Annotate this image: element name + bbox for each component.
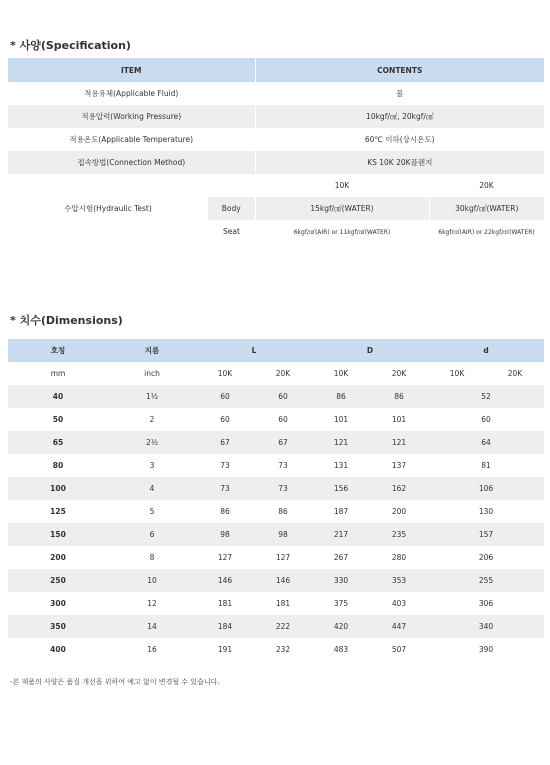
dims-cell-L10: 73: [220, 461, 230, 470]
dims-cell-d: 390: [478, 645, 494, 654]
body-20k: 30kgf/㎠(WATER): [429, 197, 544, 220]
dims-row: [8, 477, 544, 500]
dims-header-nominal: 호칭: [8, 339, 108, 362]
dims-row: [8, 615, 544, 638]
dims-cell-D10: 156: [312, 477, 370, 500]
dims-cell-L20: 232: [275, 645, 291, 654]
dims-title: * 치수(Dimensions): [10, 314, 123, 327]
dims-cell-D10: 101: [333, 415, 349, 424]
dims-cell-L10: 60: [220, 415, 230, 424]
seat-10k: 6kgf/㎠(AIR) or 11kgf/㎠(WATER): [255, 220, 429, 243]
dims-row: [8, 431, 544, 454]
dims-cell-D20: 101: [391, 415, 407, 424]
dims-cell-inch: 6: [108, 523, 196, 546]
dims-cell-mm: 150: [8, 523, 108, 546]
dims-cell-inch: 2: [149, 415, 155, 424]
dims-cell-mm: 300: [50, 599, 66, 608]
body-10k: 15kgf/㎠(WATER): [255, 197, 429, 220]
dims-cell-mm: 250: [8, 569, 108, 592]
dims-cell-D20: 280: [391, 553, 407, 562]
dims-cell-D20: 447: [370, 615, 428, 638]
spec-header-contents: CONTENTS: [255, 58, 544, 82]
dims-cell-mm: 100: [8, 477, 108, 500]
spec-value: KS 10K 20K플렌지: [255, 151, 544, 174]
dims-cell-inch: 5: [149, 507, 155, 516]
dims-cell-D20: 353: [370, 569, 428, 592]
dims-cell-D10: 86: [312, 385, 370, 408]
spec-row: [8, 151, 544, 174]
dims-header-row: [8, 339, 544, 362]
spec-item: 적용온도(Applicable Temperature): [69, 135, 194, 144]
body-label: Body: [208, 197, 255, 220]
hydraulic-col-10k: 10K: [255, 174, 429, 197]
dims-row: [8, 385, 544, 408]
dims-cell-inch: 14: [108, 615, 196, 638]
dims-row: [8, 454, 544, 477]
dims-cell-mm: 125: [50, 507, 66, 516]
dims-cell-d: 60: [481, 415, 491, 424]
dims-cell-L20: 98: [254, 523, 312, 546]
spec-item: 적용압력(Working Pressure): [8, 105, 255, 128]
dims-cell-d: 206: [478, 553, 494, 562]
dims-cell-d: 340: [428, 615, 544, 638]
dims-row: [8, 523, 544, 546]
spec-value: 물: [255, 82, 544, 105]
hydraulic-label: 수압시험(Hydraulic Test): [8, 174, 208, 243]
spec-row: [8, 128, 544, 151]
dims-cell-mm: 50: [52, 415, 64, 424]
dims-cell-D20: 235: [370, 523, 428, 546]
dims-cell-d: 106: [428, 477, 544, 500]
dims-header-d: d: [428, 339, 544, 362]
dims-cell-D10: 267: [333, 553, 349, 562]
dims-cell-mm: 80: [52, 461, 64, 470]
unit-L10: 10K: [217, 369, 233, 378]
dims-cell-d: 64: [428, 431, 544, 454]
dims-cell-L20: 67: [254, 431, 312, 454]
dims-cell-L10: 127: [217, 553, 233, 562]
dims-table: [8, 339, 544, 661]
dims-row: [8, 546, 544, 569]
dims-cell-inch: 10: [108, 569, 196, 592]
dims-row: [8, 638, 544, 661]
dims-cell-mm: 400: [50, 645, 66, 654]
dims-cell-d: 157: [428, 523, 544, 546]
spec-item: 접속방법(Connection Method): [8, 151, 255, 174]
dims-cell-d: 130: [478, 507, 494, 516]
dims-cell-d: 52: [428, 385, 544, 408]
dims-cell-inch: 3: [149, 461, 155, 470]
spec-header-item: ITEM: [8, 58, 255, 82]
dims-cell-L10: 184: [196, 615, 254, 638]
dims-row: [8, 569, 544, 592]
spec-value: 60℃ 이하(상시온도): [255, 128, 544, 151]
dims-cell-inch: 16: [147, 645, 157, 654]
spec-value: 10kgf/㎠, 20kgf/㎠: [255, 105, 544, 128]
dims-cell-D20: 121: [370, 431, 428, 454]
spec-change-note: -본 제품의 사양은 품질 개선을 위하여 예고 없이 변경될 수 있습니다.: [10, 678, 220, 686]
dims-cell-L10: 98: [196, 523, 254, 546]
dims-cell-D20: 200: [391, 507, 407, 516]
dims-cell-L10: 181: [217, 599, 233, 608]
dims-cell-L20: 60: [278, 415, 288, 424]
dims-cell-D10: 375: [333, 599, 349, 608]
dims-cell-L10: 146: [196, 569, 254, 592]
dims-cell-inch: 2½: [108, 431, 196, 454]
dims-cell-inch: 12: [147, 599, 157, 608]
dims-row: [8, 500, 544, 523]
dims-cell-L20: 60: [254, 385, 312, 408]
dims-cell-L20: 146: [254, 569, 312, 592]
dims-cell-mm: 350: [8, 615, 108, 638]
unit-D20: 20K: [391, 369, 407, 378]
dims-cell-D10: 483: [333, 645, 349, 654]
spec-item: 적용유체(Applicable Fluid): [84, 89, 179, 98]
dims-cell-mm: 40: [8, 385, 108, 408]
unit-d20: 20K: [507, 369, 523, 378]
dims-cell-d: 306: [478, 599, 494, 608]
dims-cell-D20: 507: [391, 645, 407, 654]
dims-header-L: L: [196, 339, 312, 362]
dims-row: [8, 592, 544, 615]
dims-cell-L20: 222: [254, 615, 312, 638]
dims-cell-D10: 187: [333, 507, 349, 516]
dims-cell-d: 255: [428, 569, 544, 592]
spec-table: [8, 58, 544, 243]
dims-cell-L10: 60: [196, 385, 254, 408]
dims-cell-L20: 86: [278, 507, 288, 516]
dims-cell-D10: 420: [312, 615, 370, 638]
dims-cell-D20: 162: [370, 477, 428, 500]
dims-row: [8, 408, 544, 431]
dims-cell-D10: 131: [333, 461, 349, 470]
seat-20k: 6kgf/㎠(AIR) or 22kgf/㎠(WATER): [429, 220, 544, 243]
hydraulic-subheader-row: [8, 174, 544, 197]
dims-cell-mm: 65: [8, 431, 108, 454]
dims-cell-L20: 73: [278, 461, 288, 470]
dims-header-size: 지름: [108, 339, 196, 362]
unit-D10: 10K: [333, 369, 349, 378]
spec-row: [8, 82, 544, 105]
dims-cell-L10: 73: [196, 477, 254, 500]
dims-cell-L20: 73: [254, 477, 312, 500]
dims-cell-D10: 121: [312, 431, 370, 454]
spec-row: [8, 105, 544, 128]
dims-cell-inch: 1½: [108, 385, 196, 408]
dims-cell-D10: 330: [312, 569, 370, 592]
dims-cell-D20: 403: [391, 599, 407, 608]
unit-L20: 20K: [275, 369, 291, 378]
dims-cell-L20: 127: [275, 553, 291, 562]
dims-cell-L10: 67: [196, 431, 254, 454]
unit-inch: inch: [144, 369, 160, 378]
dims-cell-D20: 86: [370, 385, 428, 408]
dims-units-row: [8, 362, 544, 385]
dims-cell-d: 81: [481, 461, 491, 470]
dims-cell-L10: 191: [217, 645, 233, 654]
spec-header-row: [8, 58, 544, 82]
dims-cell-L20: 181: [275, 599, 291, 608]
spec-title: * 사양(Specification): [10, 39, 131, 52]
hydraulic-col-20k: 20K: [429, 174, 544, 197]
dims-cell-mm: 200: [50, 553, 66, 562]
dims-cell-L10: 86: [220, 507, 230, 516]
dims-cell-D20: 137: [391, 461, 407, 470]
dims-cell-inch: 8: [149, 553, 155, 562]
dims-header-D: D: [312, 339, 428, 362]
unit-mm: mm: [50, 369, 66, 378]
seat-label: Seat: [208, 220, 255, 243]
dims-cell-D10: 217: [312, 523, 370, 546]
dims-cell-inch: 4: [108, 477, 196, 500]
unit-d10: 10K: [449, 369, 465, 378]
